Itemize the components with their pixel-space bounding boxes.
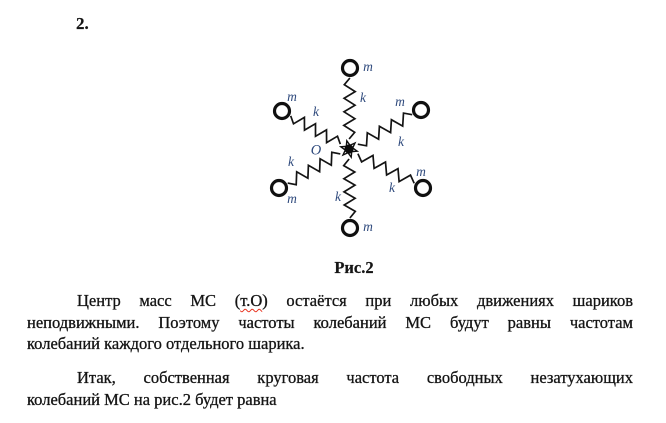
paragraph-center-of-mass	[27, 290, 633, 355]
mass-ball-lower-left	[272, 181, 287, 196]
mass-label-upper-right: m	[395, 94, 405, 110]
spring-label-lower-left: k	[288, 154, 294, 170]
figure-caption: Рис.2	[334, 258, 374, 277]
paragraph1-line1-pre: Центр масс МС (	[77, 291, 241, 310]
spring-bottom	[344, 159, 356, 218]
mass-ball-top	[343, 61, 358, 76]
spring-label-lower-right: k	[389, 180, 395, 196]
mass-label-lower-left: m	[287, 191, 297, 207]
paragraph2-line2: колебаний МС на рис.2 будет равна	[27, 389, 277, 409]
spring-label-upper-left: k	[313, 104, 319, 120]
springs-diagram-svg	[255, 46, 455, 254]
figure-springs-diagram	[255, 46, 455, 254]
spring-lower-right	[358, 154, 414, 184]
paragraph2-line1: Итак, собственная круговая частота свободных незатухающих	[77, 368, 633, 387]
center-node	[341, 141, 357, 157]
mass-label-bottom: m	[363, 219, 373, 235]
spellcheck-underline: т.О	[240, 291, 263, 310]
mass-label-top: m	[363, 59, 373, 75]
figure-labels	[287, 59, 426, 234]
mass-ball-upper-right	[414, 103, 429, 118]
spring-label-bottom: k	[335, 189, 341, 205]
center-point-dot	[344, 144, 353, 153]
spring-top	[344, 78, 355, 139]
spring-label-upper-right: k	[398, 134, 404, 150]
mass-ball-lower-right	[416, 181, 431, 196]
mass-ball-upper-left	[275, 104, 290, 119]
mass-ball-bottom	[343, 221, 358, 236]
paragraph1-line2: неподвижными. Поэтому частоты колебаний МС будут равны частотам	[27, 312, 633, 332]
paragraph1-line1-post: ) остаётся при любых движениях шариков	[262, 291, 633, 310]
paragraph1-line1	[27, 290, 633, 312]
spring-upper-left	[291, 116, 341, 144]
list-item-number: 2.	[76, 14, 89, 33]
mass-label-lower-right: m	[416, 164, 426, 180]
mass-label-upper-left: m	[287, 89, 297, 105]
paragraph1-line3: колебаний каждого отдельного шарика.	[27, 334, 305, 354]
center-point-label: O	[310, 142, 322, 159]
spring-upper-right	[358, 113, 412, 146]
paragraph-natural-frequency	[27, 367, 633, 410]
spring-label-top: k	[360, 90, 366, 106]
